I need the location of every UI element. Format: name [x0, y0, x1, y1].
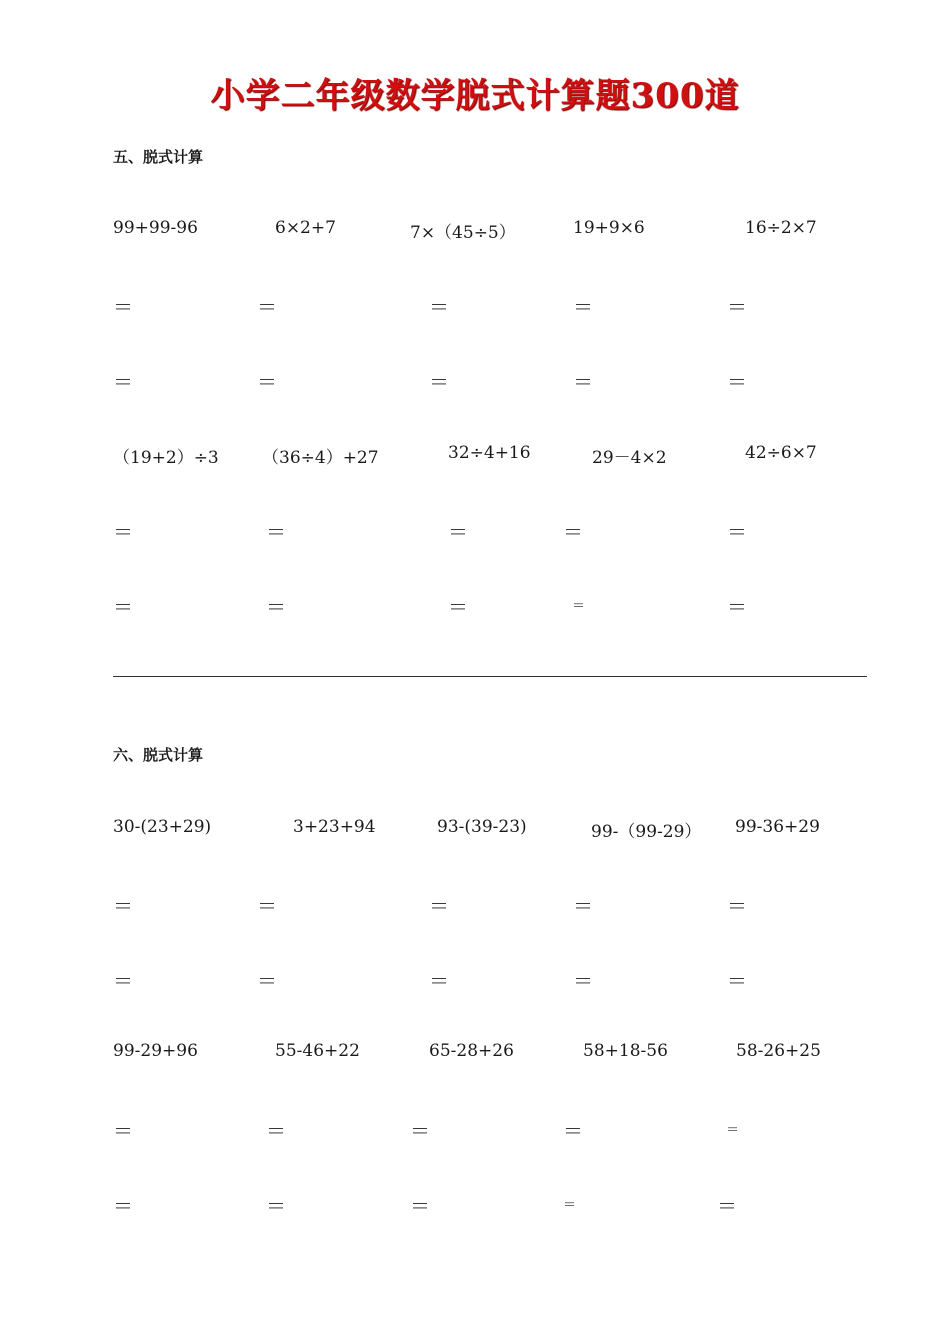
problem: 99+99-96: [113, 218, 198, 238]
equals-sign: ＝: [266, 1194, 286, 1218]
equals-sign: ＝: [429, 969, 449, 993]
equals-sign: ＝: [448, 595, 468, 619]
problem: 42÷6×7: [745, 443, 817, 463]
problem: 19+9×6: [573, 218, 645, 238]
section-heading-6: 六、脱式计算: [113, 746, 204, 764]
equals-sign: ＝: [727, 295, 747, 319]
equals-sign: ＝: [429, 295, 449, 319]
equals-sign: ＝: [113, 520, 133, 544]
equals-sign: ＝: [563, 1198, 577, 1213]
equals-sign: ＝: [266, 595, 286, 619]
equals-sign: ＝: [113, 370, 133, 394]
problem: 65-28+26: [429, 1041, 514, 1061]
equals-sign: ＝: [572, 599, 586, 614]
equals-sign: ＝: [266, 1119, 286, 1143]
problem: 99-29+96: [113, 1041, 198, 1061]
equals-sign: ＝: [726, 1123, 740, 1138]
equals-sign: ＝: [113, 1119, 133, 1143]
section-heading-5: 五、脱式计算: [113, 148, 204, 166]
equals-sign: ＝: [257, 295, 277, 319]
page-title: 小学二年级数学脱式计算题300道: [210, 76, 740, 116]
equals-sign: ＝: [257, 894, 277, 918]
problem: 99-（99-29）: [591, 822, 702, 842]
equals-sign: ＝: [113, 1194, 133, 1218]
problem: （19+2）÷3: [113, 448, 219, 468]
equals-sign: ＝: [563, 1119, 583, 1143]
equals-sign: ＝: [429, 894, 449, 918]
equals-sign: ＝: [727, 595, 747, 619]
problem: 6×2+7: [275, 218, 336, 238]
problem: 16÷2×7: [745, 218, 817, 238]
problem: 93-(39-23): [437, 817, 527, 837]
equals-sign: ＝: [113, 969, 133, 993]
equals-sign: ＝: [257, 969, 277, 993]
problem: 29－4×2: [592, 448, 667, 468]
equals-sign: ＝: [573, 969, 593, 993]
problem: 7×（45÷5）: [410, 223, 516, 243]
equals-sign: ＝: [257, 370, 277, 394]
problem: 99-36+29: [735, 817, 820, 837]
problem: 58+18-56: [583, 1041, 668, 1061]
equals-sign: ＝: [727, 969, 747, 993]
equals-sign: ＝: [113, 894, 133, 918]
problem: 32÷4+16: [448, 443, 531, 463]
equals-sign: ＝: [717, 1194, 737, 1218]
problem: 58-26+25: [736, 1041, 821, 1061]
section-divider: [113, 676, 867, 677]
equals-sign: ＝: [448, 520, 468, 544]
problem: （36÷4）+27: [262, 448, 379, 468]
equals-sign: ＝: [727, 370, 747, 394]
equals-sign: ＝: [573, 370, 593, 394]
equals-sign: ＝: [727, 520, 747, 544]
equals-sign: ＝: [410, 1119, 430, 1143]
equals-sign: ＝: [113, 595, 133, 619]
problem: 55-46+22: [275, 1041, 360, 1061]
equals-sign: ＝: [113, 295, 133, 319]
equals-sign: ＝: [410, 1194, 430, 1218]
equals-sign: ＝: [573, 295, 593, 319]
problem: 3+23+94: [293, 817, 376, 837]
equals-sign: ＝: [266, 520, 286, 544]
problem: 30-(23+29): [113, 817, 212, 837]
equals-sign: ＝: [563, 520, 583, 544]
equals-sign: ＝: [727, 894, 747, 918]
equals-sign: ＝: [573, 894, 593, 918]
equals-sign: ＝: [429, 370, 449, 394]
